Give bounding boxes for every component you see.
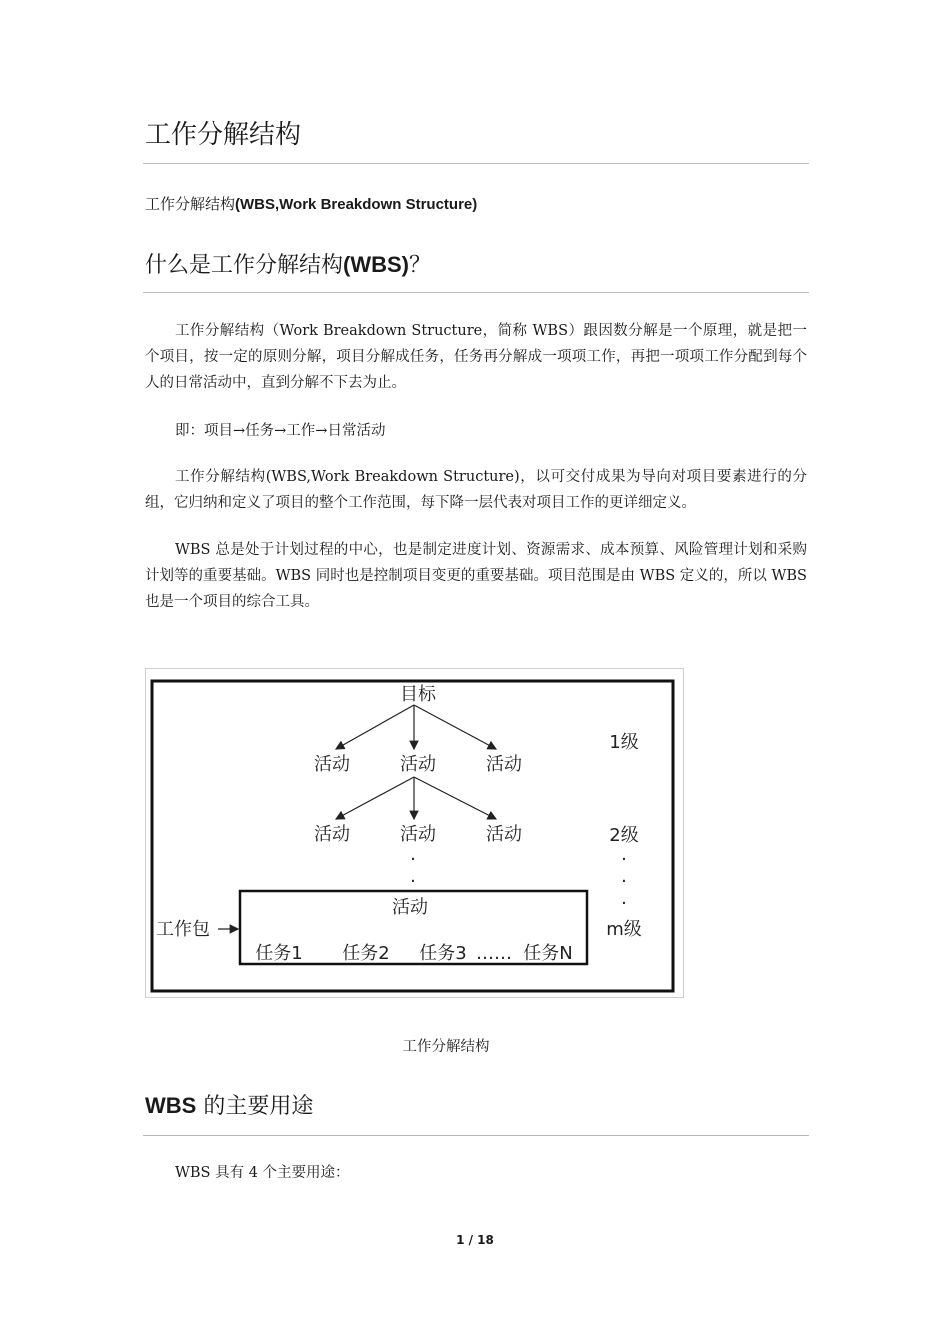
- package-activity: 活动: [392, 897, 428, 918]
- dots-right-1: ·: [621, 849, 627, 870]
- wbs-diagram-svg: [146, 669, 683, 997]
- section-heading-wbs-uses: [145, 1089, 313, 1120]
- paragraph-uses-intro: WBS 具有 4 个主要用途：: [175, 1165, 350, 1181]
- level1-node-1: 活动: [314, 754, 350, 775]
- level1-node-3: 活动: [486, 754, 522, 775]
- root-node: 目标: [400, 684, 436, 705]
- level2-node-1: 活动: [314, 824, 350, 845]
- level2-node-3: 活动: [486, 824, 522, 845]
- dots-right-3: ·: [621, 893, 627, 914]
- page-number: 1 / 18: [456, 1233, 494, 1247]
- section1-prefix: 什么是工作分解结构: [145, 253, 344, 278]
- level1-node-2: 活动: [400, 754, 436, 775]
- arrow-l1-l2a: [336, 777, 414, 819]
- package-label: 工作包: [156, 919, 210, 940]
- section1-bold: (WBS): [343, 252, 409, 277]
- task-3: 任务3: [419, 943, 467, 964]
- task-n: 任务N: [523, 943, 573, 964]
- subtitle-cjk: 工作分解结构: [145, 195, 236, 213]
- section2-rest: 的主要用途: [196, 1094, 314, 1119]
- section1-suffix: ？: [409, 253, 432, 278]
- arrow-l1-l2c: [414, 777, 496, 819]
- level2-label: 2级: [609, 825, 639, 846]
- dots-center-2: ·: [410, 871, 416, 892]
- paragraph-wbs-grouping: 工作分解结构(WBS,Work Breakdown Structure)，以可交付成果为导向对项目要素进行的分组，它归纳和定义了项目的整个工作范围，每下降一层代表对项目工作的更详细定义。: [145, 469, 807, 511]
- wbs-diagram: [145, 668, 684, 998]
- arrow-root-l1a: [336, 705, 414, 749]
- task-1: 任务1: [255, 943, 303, 964]
- page-title: 工作分解结构: [145, 120, 302, 150]
- subtitle: [145, 193, 477, 214]
- level2-node-2: 活动: [400, 824, 436, 845]
- figure-caption: 工作分解结构: [402, 1039, 490, 1055]
- task-2: 任务2: [342, 943, 390, 964]
- section2-divider: [143, 1135, 809, 1136]
- section2-bold: WBS: [145, 1093, 197, 1118]
- section-heading-what-is-wbs: [145, 248, 431, 279]
- paragraph-definition: 工作分解结构（Work Breakdown Structure，简称 WBS）跟因数分解是一个原理，就是把一个项目，按一定的原则分解，项目分解成任务，任务再分解成一项项工作，再把一项项工作分配到每个人的日常活动中，直到分解不下去为止。: [145, 323, 807, 391]
- level1-label: 1级: [609, 732, 639, 753]
- task-ellipsis: ……: [476, 943, 512, 964]
- arrow-root-l1c: [414, 705, 496, 749]
- levelm-label: m级: [606, 919, 642, 940]
- paragraph-wbs-center: WBS 总是处于计划过程的中心，也是制定进度计划、资源需求、成本预算、风险管理计划和采购计划等的重要基础。WBS 同时也是控制项目变更的重要基础。项目范围是由 WBS 定义的，所以 WBS 也是一个项目的综合工具。: [145, 542, 807, 610]
- dots-right-2: ·: [621, 871, 627, 892]
- paragraph-chain: 即：项目→任务→工作→日常活动: [175, 423, 386, 439]
- title-divider: [143, 163, 809, 164]
- section1-divider: [143, 292, 809, 293]
- dots-center-1: ·: [410, 849, 416, 870]
- subtitle-latin: (WBS,Work Breakdown Structure): [235, 196, 478, 213]
